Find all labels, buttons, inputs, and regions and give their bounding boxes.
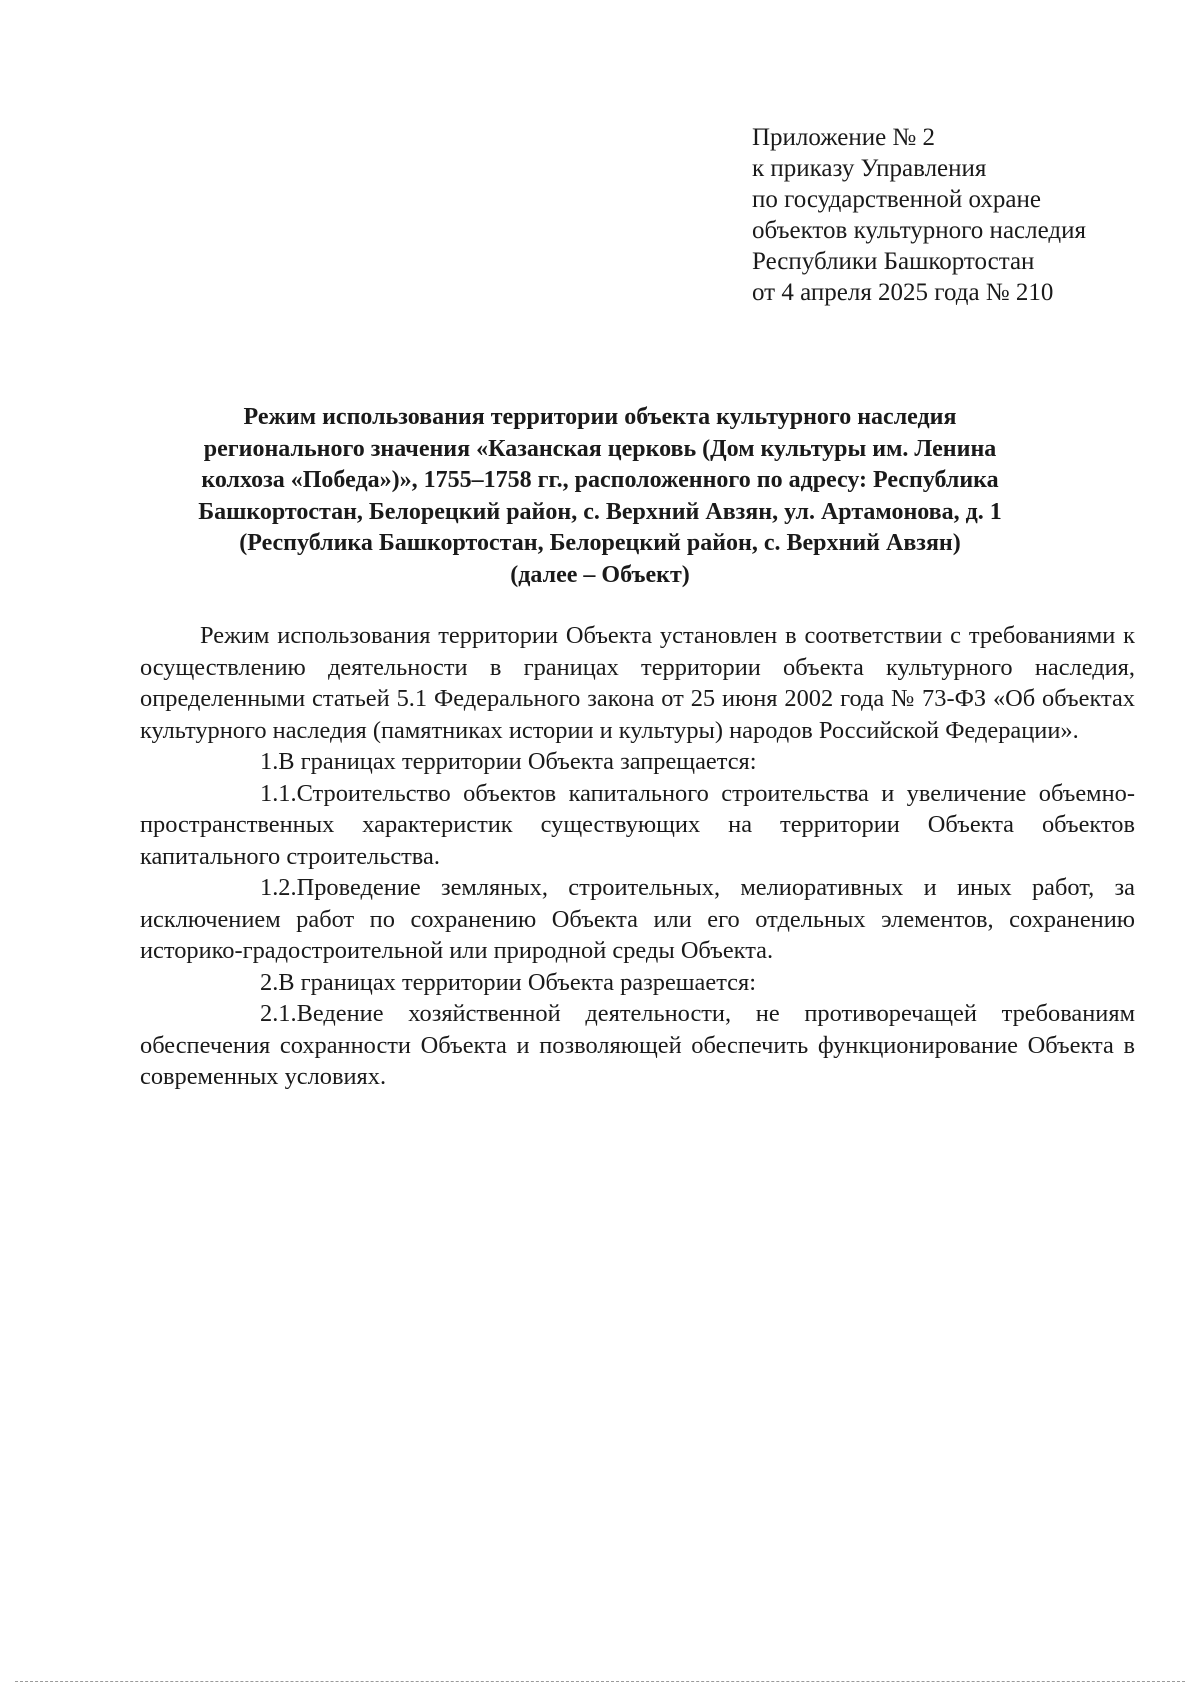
appendix-line: к приказу Управления [752, 155, 987, 182]
list-item [140, 746, 1135, 778]
title-line: Режим использования территории объекта культурного наследия [243, 404, 957, 430]
title-line: колхоза «Победа»)», 1755–1758 гг., расположенного по адресу: Республика [201, 467, 999, 493]
appendix-line: объектов культурного наследия [752, 217, 1086, 244]
item-number: 2. [260, 968, 279, 996]
list-item [140, 998, 1135, 1093]
title-line: регионального значения «Казанская церковь (Дом культуры им. Ленина [203, 435, 997, 462]
item-number: 2.1. [260, 1000, 297, 1027]
appendix-line: Приложение № 2 [752, 124, 936, 151]
item-text: Строительство объектов капитального строительства и увеличение объемно-пространственных характеристик существующих на территории Объекта объектов капитального строительства. [140, 779, 1135, 870]
list-item [140, 967, 1135, 999]
list-item [140, 778, 1135, 873]
title-line: Башкортостан, Белорецкий район, с. Верхний Авзян, ул. Артамонова, д. 1 [198, 498, 1002, 525]
document-body [140, 620, 1135, 1093]
page-bottom-divider [15, 1681, 1185, 1682]
item-number: 1. [260, 748, 279, 775]
appendix-line: по государственной охране [752, 186, 1042, 213]
item-text: Ведение хозяйственной деятельности, не противоречащей требованиям обеспечения сохранности Объекта и позволяющей обеспечить функционирование Объекта в современных условиях. [140, 1000, 1135, 1090]
item-number: 1.2. [260, 874, 297, 901]
item-text: Проведение земляных, строительных, мелиоративных и иных работ, за исключением работ по сохранению Объекта или его отдельных элементов, сохранению историко-градостроительной или природной среды Объекта. [140, 874, 1135, 964]
item-text: В границах территории Объекта разрешается: [278, 968, 756, 996]
appendix-line: Республики Башкортостан [752, 248, 1035, 275]
appendix-header [752, 122, 1172, 308]
intro-paragraph: Режим использования территории Объекта установлен в соответствии с требованиями к осуществлению деятельности в границах территории объекта культурного наследия, определенными статьей 5.1 Федерального закона от 25 июня 2002 года № 73-ФЗ «Об объектах культурного наследия (памятниках истории и культуры) народов Российской Федерации». [140, 622, 1135, 744]
title-line: (Республика Башкортостан, Белорецкий район, с. Верхний Авзян) [239, 530, 961, 556]
document-title [140, 402, 1060, 591]
item-number: 1.1. [260, 779, 297, 807]
list-item [140, 872, 1135, 967]
appendix-line: от 4 апреля 2025 года № 210 [752, 279, 1054, 306]
title-line: (далее – Объект) [510, 561, 690, 588]
item-text: В границах территории Объекта запрещается: [278, 748, 757, 775]
